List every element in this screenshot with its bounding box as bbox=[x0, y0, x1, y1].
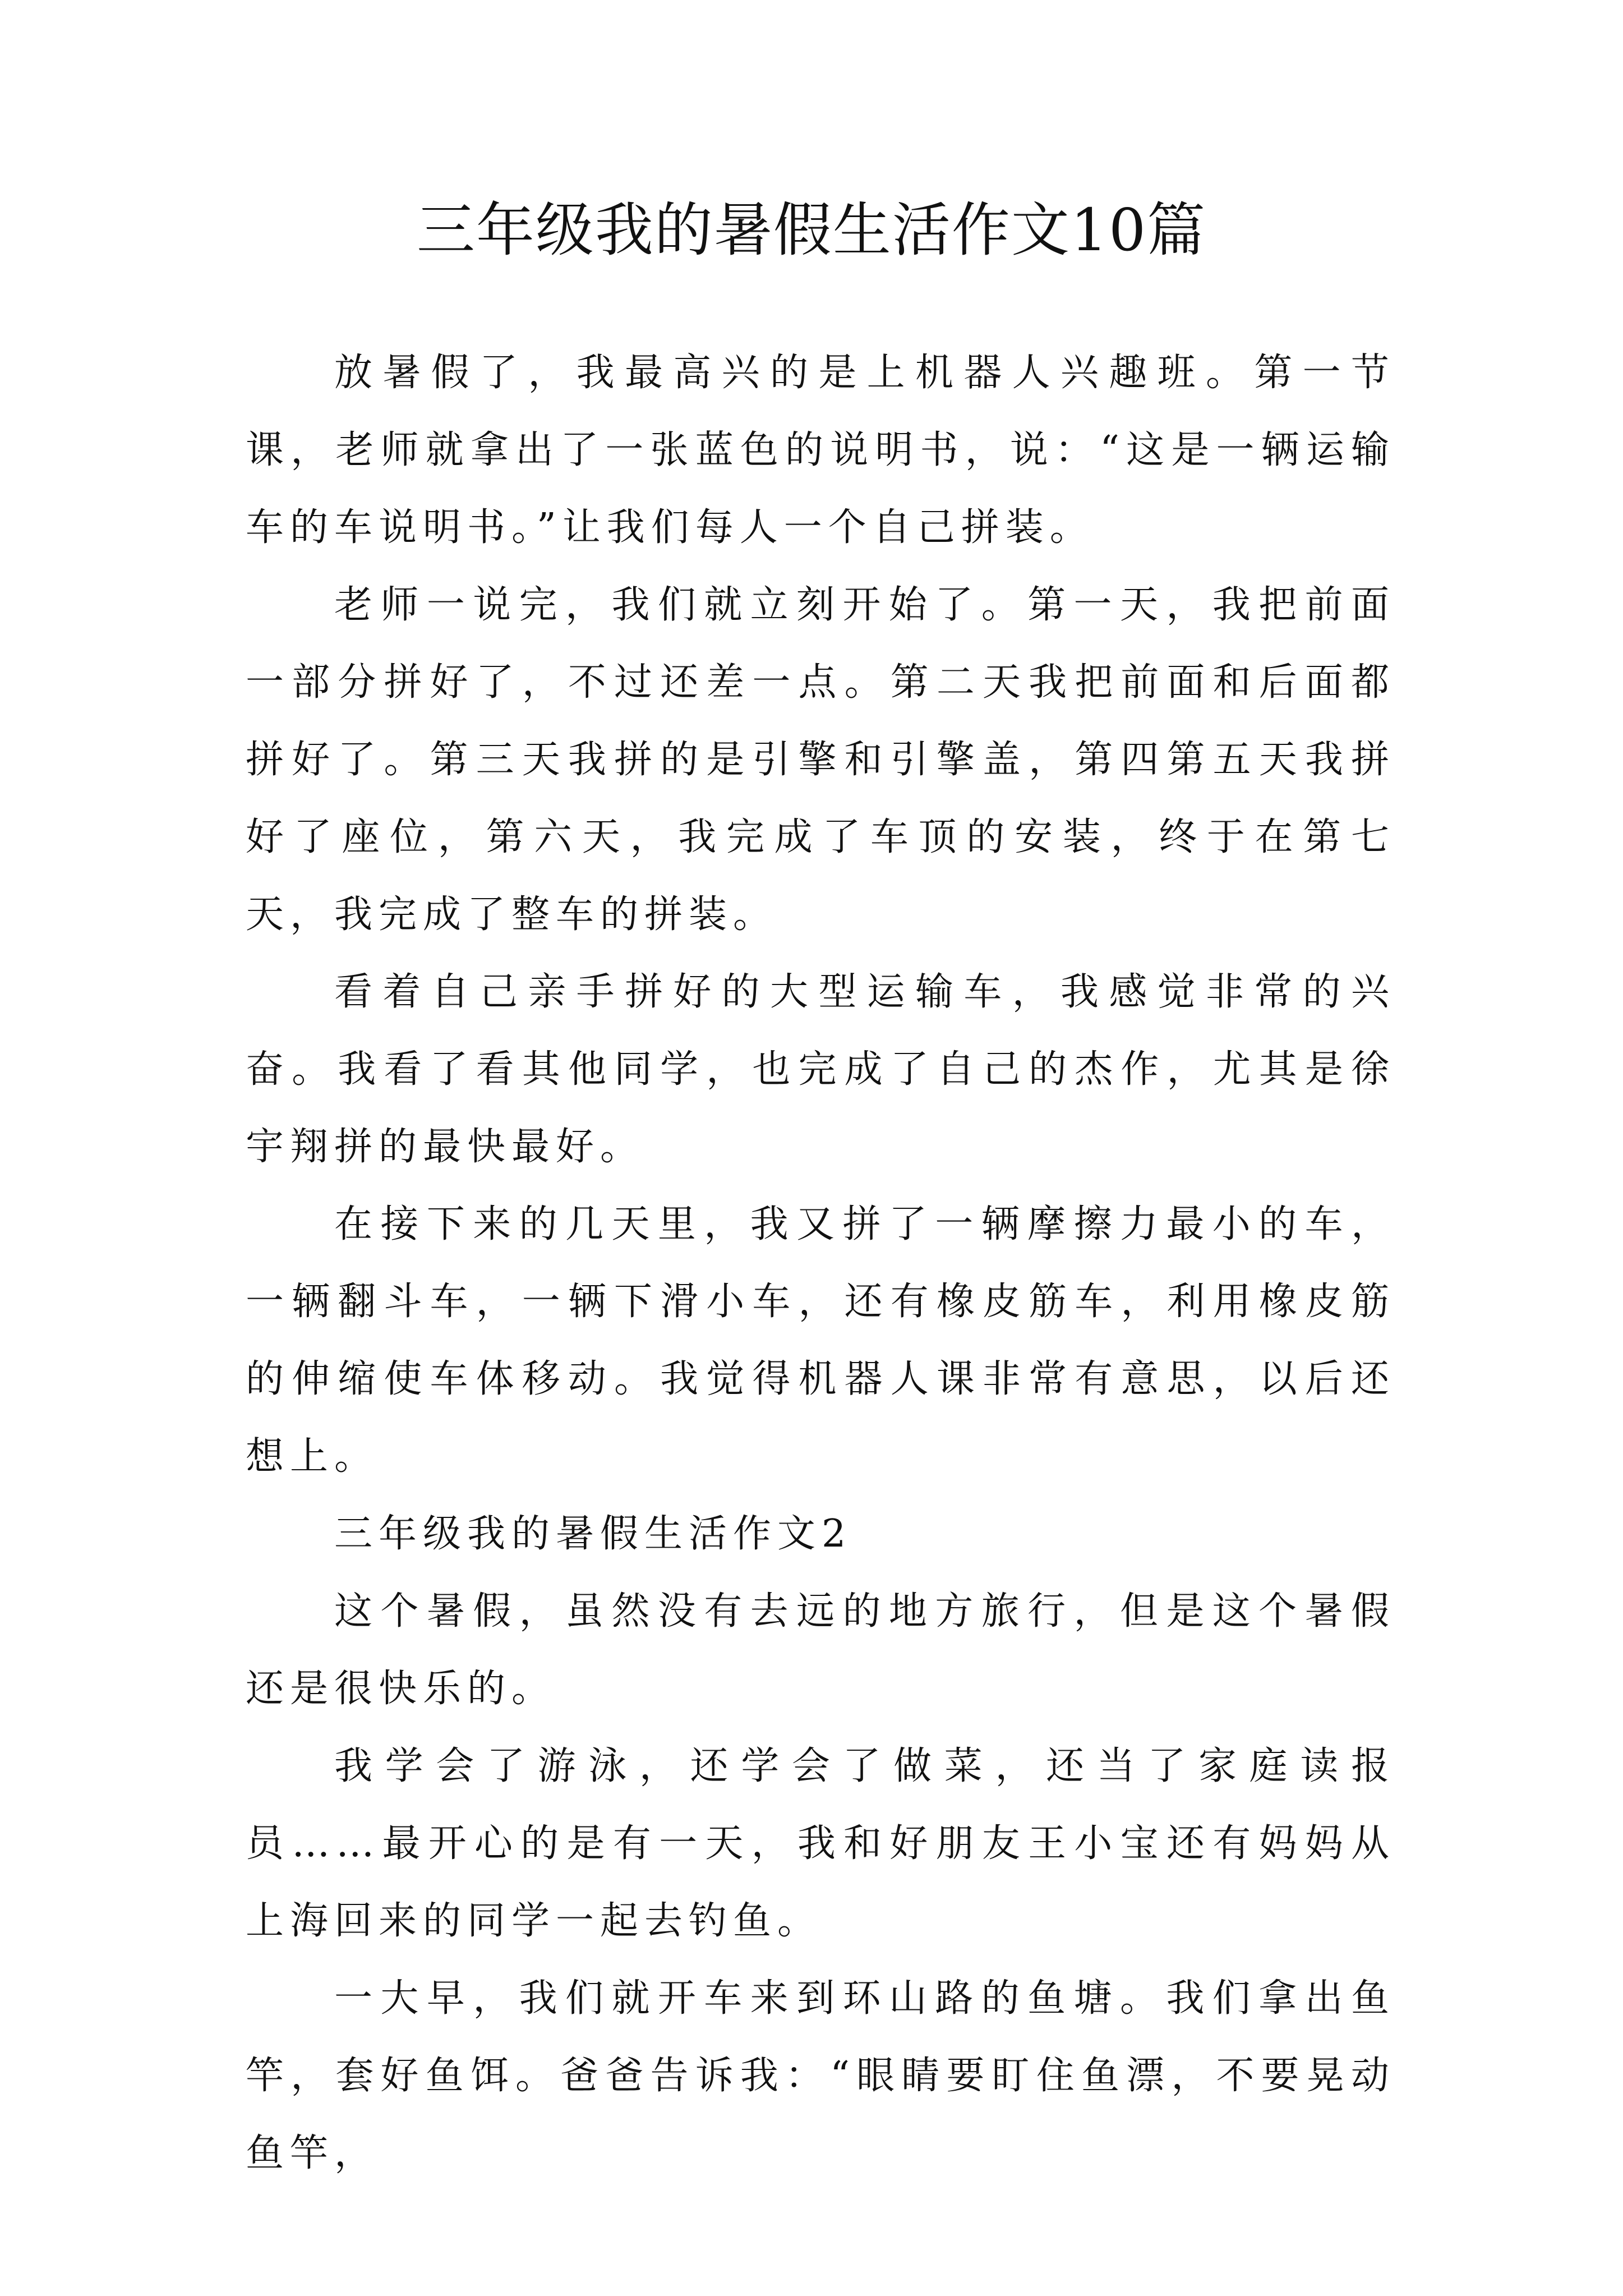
paragraph: 看着自己亲手拼好的大型运输车，我感觉非常的兴奋。我看了看其他同学，也完成了自己的杰作，尤其是徐宇翔拼的最快最好。 bbox=[246, 970, 1395, 1169]
paragraph: 我学会了游泳，还学会了做菜，还当了家庭读报员……最开心的是有一天，我和好朋友王小宝还有妈妈从上海回来的同学一起去钓鱼。 bbox=[246, 1744, 1395, 1943]
paragraph: 放暑假了，我最高兴的是上机器人兴趣班。第一节课，老师就拿出了一张蓝色的说明书，说：“这是一辆运输车的车说明书。”让我们每人一个自己拼装。 bbox=[246, 351, 1395, 550]
document-title: 三年级我的暑假生活作文10篇 bbox=[416, 196, 1207, 264]
paragraph: 这个暑假，虽然没有去远的地方旅行，但是这个暑假还是很快乐的。 bbox=[246, 1589, 1395, 1711]
paragraph: 在接下来的几天里，我又拼了一辆摩擦力最小的车，一辆翻斗车，一辆下滑小车，还有橡皮筋车，利用橡皮筋的伸缩使车体移动。我觉得机器人课非常有意思，以后还想上。 bbox=[246, 1202, 1395, 1479]
section-heading: 三年级我的暑假生活作文2 bbox=[334, 1512, 852, 1556]
paragraph: 老师一说完，我们就立刻开始了。第一天，我把前面一部分拼好了，不过还差一点。第二天我把前面和后面都拼好了。第三天我拼的是引擎和引擎盖，第四第五天我拼好了座位，第六天，我完成了车顶的安装，终于在第七天，我完成了整车的拼装。 bbox=[246, 583, 1395, 937]
document-body bbox=[246, 334, 1395, 2192]
paragraph: 一大早，我们就开车来到环山路的鱼塘。我们拿出鱼竿，套好鱼饵。爸爸告诉我：“眼睛要盯住鱼漂，不要晃动鱼竿， bbox=[246, 1976, 1395, 2175]
